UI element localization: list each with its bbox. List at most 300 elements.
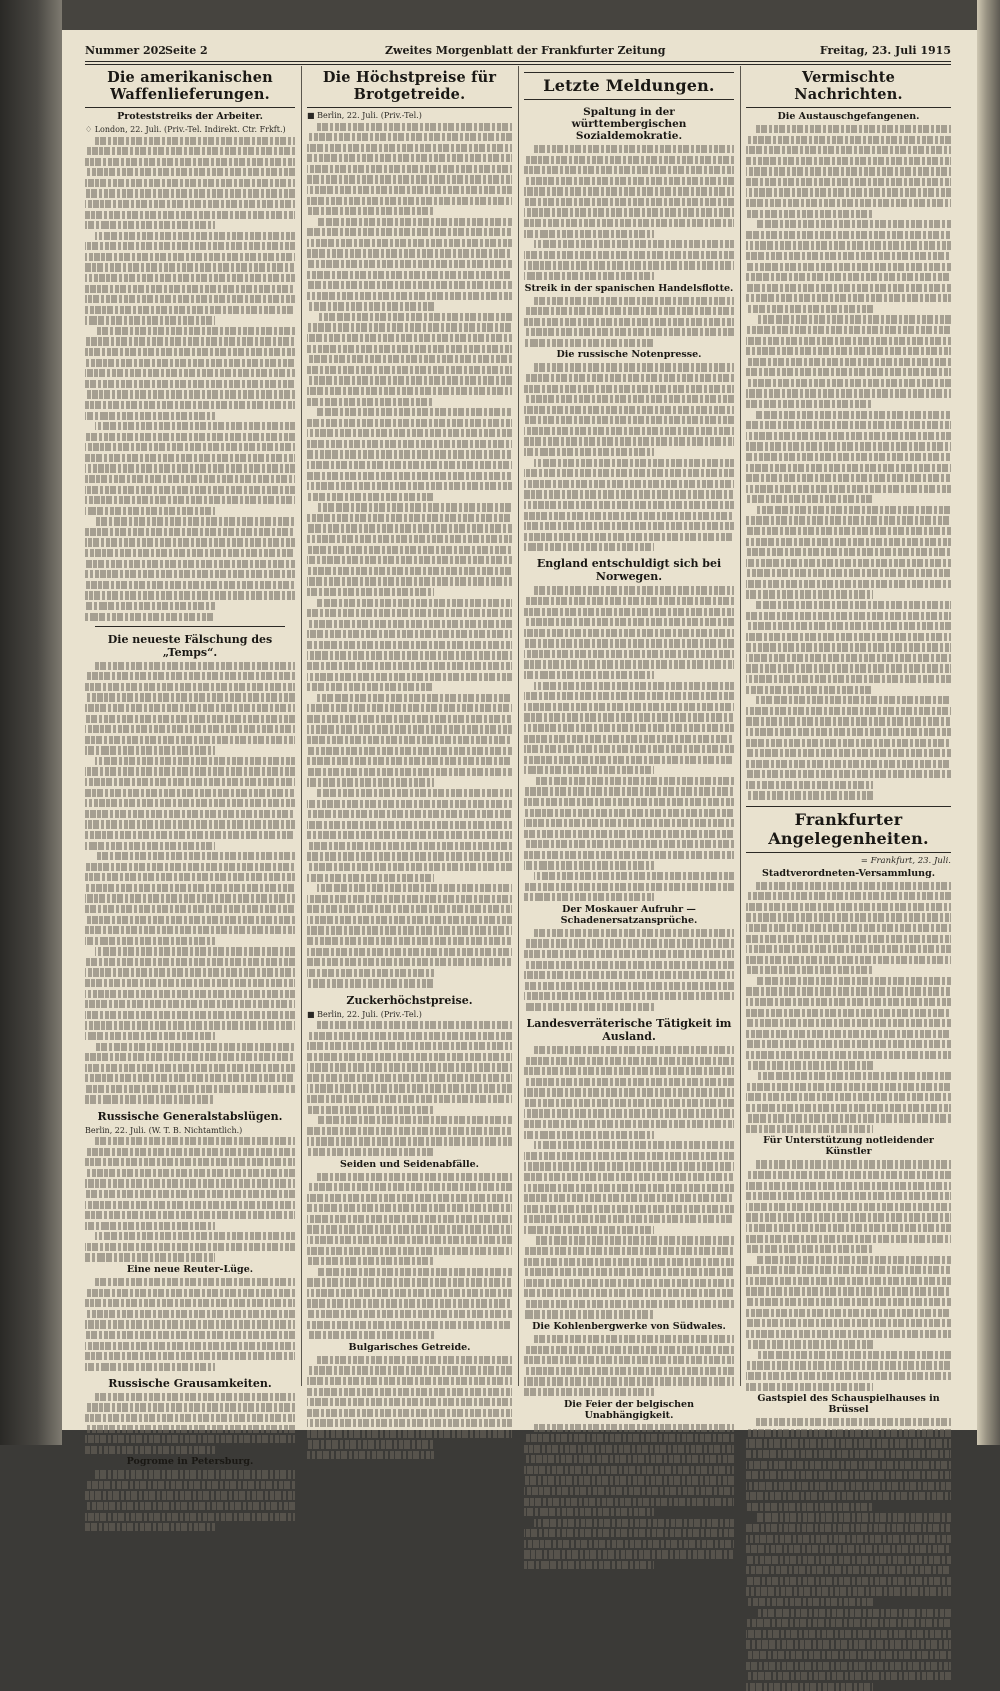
text-line — [746, 136, 951, 144]
issue-number: Nummer 202 — [85, 44, 166, 57]
text-line — [85, 799, 295, 807]
text-line — [746, 1503, 873, 1511]
text-line — [746, 1640, 951, 1648]
text-line — [534, 459, 734, 467]
column-divider — [518, 66, 519, 1386]
text-line — [746, 1524, 951, 1532]
text-line — [85, 560, 295, 568]
text-line — [85, 1222, 215, 1230]
text-line — [524, 1310, 654, 1318]
dateline: ■ Berlin, 22. Juli. (Priv.-Tel.) — [307, 111, 422, 120]
text-line — [307, 1430, 512, 1438]
article-body — [524, 1046, 734, 1319]
text-line — [524, 1356, 734, 1364]
masthead — [85, 44, 951, 62]
text-line — [524, 1445, 734, 1453]
article-headline: Bulgarisches Getreide. — [348, 1341, 471, 1353]
text-line — [746, 305, 873, 313]
text-line — [85, 968, 295, 976]
text-line — [524, 395, 734, 403]
text-line — [746, 717, 951, 725]
text-line — [524, 1099, 734, 1107]
text-line — [85, 1074, 295, 1082]
text-line — [307, 1095, 512, 1103]
column-1 — [85, 66, 295, 1468]
text-line — [524, 533, 734, 541]
text-line — [746, 1266, 951, 1274]
text-line — [756, 125, 951, 133]
text-line — [524, 1184, 734, 1192]
column-divider — [740, 66, 741, 1386]
article-headline: Die russische Notenpresse. — [556, 349, 702, 361]
scan-top-margin — [62, 0, 977, 30]
text-line — [534, 1141, 734, 1149]
text-line — [524, 1215, 734, 1223]
text-line — [746, 231, 951, 239]
text-line — [307, 1398, 512, 1406]
text-line — [756, 977, 951, 985]
text-line — [524, 1455, 734, 1463]
text-line — [524, 756, 734, 764]
text-line — [85, 1446, 215, 1454]
text-line — [746, 580, 951, 588]
text-line — [524, 1120, 734, 1128]
text-line — [307, 165, 512, 173]
text-line — [85, 295, 295, 303]
column-2 — [307, 66, 512, 1386]
text-line — [746, 1235, 951, 1243]
text-line — [746, 1482, 951, 1490]
text-line — [85, 1021, 295, 1029]
article-headline: Der Moskauer Aufruhr — Schadenersatzansprüche. — [560, 903, 698, 926]
text-line — [85, 200, 295, 208]
text-line — [307, 239, 512, 247]
text-line — [534, 1236, 734, 1244]
text-line — [307, 281, 512, 289]
text-line — [756, 1513, 951, 1521]
text-line — [746, 569, 951, 577]
text-line — [85, 211, 295, 219]
article-subhead: Die Austauschgefangenen. — [777, 111, 920, 122]
text-line — [746, 1577, 951, 1585]
text-line — [524, 971, 734, 979]
text-line — [534, 1335, 734, 1343]
text-line — [746, 495, 873, 503]
text-line — [95, 1278, 295, 1286]
text-line — [524, 819, 734, 827]
text-line — [85, 810, 295, 818]
text-line — [307, 524, 512, 532]
text-line — [307, 630, 512, 638]
text-line — [746, 1662, 951, 1670]
text-line — [524, 1498, 734, 1506]
text-line — [307, 292, 512, 300]
text-line — [524, 840, 734, 848]
text-line — [307, 1299, 512, 1307]
article-headline: England entschuldigt sich bei Norwegen. — [536, 557, 722, 584]
paper-title: Zweites Morgenblatt der Frankfurter Zeitung — [385, 44, 666, 57]
text-line — [85, 1148, 295, 1156]
text-line — [85, 285, 295, 293]
text-line — [524, 1561, 654, 1569]
text-line — [307, 1289, 512, 1297]
text-line — [307, 1127, 512, 1135]
text-line — [307, 863, 512, 871]
text-line — [307, 175, 512, 183]
text-line — [307, 1440, 434, 1448]
text-line — [746, 464, 951, 472]
text-line — [85, 715, 295, 723]
text-line — [746, 1040, 951, 1048]
text-line — [85, 1310, 295, 1318]
text-line — [307, 429, 512, 437]
text-line — [307, 450, 512, 458]
text-line — [746, 453, 951, 461]
section-headline: Frankfurter Angelegenheiten. — [746, 806, 951, 853]
text-line — [307, 260, 512, 268]
text-line — [85, 147, 295, 155]
text-line — [85, 1211, 295, 1219]
text-line — [307, 1451, 434, 1459]
text-line — [524, 608, 734, 616]
text-line — [746, 1224, 951, 1232]
text-line — [307, 916, 512, 924]
text-line — [85, 778, 295, 786]
article-headline: Die Feier der belgischen Unabhängigkeit. — [564, 1398, 694, 1421]
text-line — [524, 1529, 734, 1537]
text-line — [524, 177, 734, 185]
text-line — [85, 1289, 295, 1297]
text-line — [85, 274, 295, 282]
text-line — [307, 419, 512, 427]
separator-rule — [95, 626, 285, 627]
text-line — [746, 913, 951, 921]
text-line — [85, 179, 295, 187]
text-line — [746, 1009, 951, 1017]
text-line — [746, 956, 951, 964]
text-line — [746, 1545, 951, 1553]
text-line — [307, 852, 512, 860]
text-line — [534, 777, 734, 785]
text-line — [85, 1320, 295, 1328]
text-line — [85, 1403, 295, 1411]
text-line — [746, 1203, 951, 1211]
text-line — [317, 408, 512, 416]
text-line — [307, 1236, 512, 1244]
text-line — [85, 1253, 215, 1261]
text-line — [307, 1194, 512, 1202]
text-line — [307, 662, 512, 670]
article-body — [524, 1424, 734, 1570]
text-line — [307, 482, 512, 490]
text-line — [307, 472, 512, 480]
text-line — [95, 1393, 295, 1401]
text-line — [307, 1377, 512, 1385]
text-line — [534, 1424, 734, 1432]
text-line — [524, 798, 734, 806]
column-divider — [301, 66, 302, 1386]
text-line — [307, 958, 512, 966]
text-line — [524, 219, 734, 227]
text-line — [746, 1061, 873, 1069]
text-line — [524, 512, 734, 520]
text-line — [524, 1388, 654, 1396]
text-line — [307, 641, 512, 649]
text-line — [317, 123, 512, 131]
text-line — [524, 1367, 734, 1375]
page-stack-edge — [977, 0, 1000, 1445]
text-line — [307, 461, 512, 469]
text-line — [746, 347, 951, 355]
text-line — [307, 1419, 512, 1427]
text-line — [746, 178, 951, 186]
text-line — [307, 768, 512, 776]
text-line — [524, 522, 734, 530]
text-line — [746, 241, 951, 249]
text-line — [317, 789, 512, 797]
text-line — [524, 1205, 734, 1213]
text-line — [307, 810, 512, 818]
text-line — [746, 421, 951, 429]
text-line — [524, 1434, 734, 1442]
text-line — [307, 609, 512, 617]
text-line — [524, 692, 734, 700]
text-line — [85, 1352, 295, 1360]
text-line — [85, 613, 215, 621]
article-body — [85, 1137, 295, 1262]
text-line — [524, 883, 734, 891]
text-line — [524, 724, 734, 732]
text-line — [307, 493, 434, 501]
text-line — [85, 1481, 295, 1489]
text-line — [85, 538, 295, 546]
text-line — [524, 830, 734, 838]
text-line — [85, 820, 295, 828]
text-line — [524, 272, 654, 280]
text-line — [307, 1053, 512, 1061]
text-line — [524, 427, 734, 435]
text-line — [524, 650, 734, 658]
text-line — [756, 1072, 951, 1080]
text-line — [85, 570, 295, 578]
text-line — [746, 728, 951, 736]
text-line — [524, 307, 734, 315]
text-line — [746, 987, 951, 995]
text-line — [746, 252, 951, 260]
text-line — [746, 707, 951, 715]
text-line — [756, 601, 951, 609]
text-line — [534, 682, 734, 690]
text-line — [85, 369, 295, 377]
text-line — [307, 747, 512, 755]
text-line — [524, 1466, 734, 1474]
article-body — [524, 297, 734, 348]
text-line — [307, 778, 434, 786]
article-headline: Gastspiel des Schauspielhauses in Brüssel — [757, 1393, 940, 1416]
text-line — [307, 1257, 434, 1265]
text-line — [524, 745, 734, 753]
text-line — [85, 253, 295, 261]
text-line — [746, 791, 873, 799]
text-line — [746, 326, 951, 334]
text-line — [85, 1095, 215, 1103]
text-line — [746, 485, 951, 493]
text-line — [307, 926, 512, 934]
text-line — [307, 323, 512, 331]
text-line — [317, 313, 512, 321]
text-line — [85, 831, 295, 839]
text-line — [85, 496, 295, 504]
text-line — [95, 422, 295, 430]
text-line — [317, 1116, 512, 1124]
text-line — [85, 475, 295, 483]
text-line — [307, 1204, 512, 1212]
text-line — [524, 1540, 734, 1548]
text-line — [524, 1550, 734, 1558]
article-body — [524, 586, 734, 901]
text-line — [746, 199, 951, 207]
text-line — [524, 1131, 654, 1139]
text-line — [524, 198, 734, 206]
text-line — [746, 924, 951, 932]
text-line — [307, 1137, 512, 1145]
text-line — [746, 559, 951, 567]
text-line — [524, 939, 734, 947]
text-line — [307, 969, 434, 977]
text-line — [307, 1042, 512, 1050]
text-line — [746, 1630, 951, 1638]
text-line — [746, 1171, 951, 1179]
text-line — [85, 528, 295, 536]
text-line — [307, 207, 434, 215]
text-line — [524, 208, 734, 216]
text-line — [746, 1383, 873, 1391]
text-line — [317, 1268, 512, 1276]
text-line — [746, 1429, 951, 1437]
text-line — [95, 662, 295, 670]
text-line — [85, 863, 295, 871]
text-line — [524, 480, 734, 488]
text-line — [524, 703, 734, 711]
text-line — [85, 242, 295, 250]
text-line — [524, 1258, 734, 1266]
text-line — [524, 1078, 734, 1086]
text-line — [524, 851, 734, 859]
text-line — [85, 1053, 295, 1061]
text-line — [524, 982, 734, 990]
text-line — [746, 527, 951, 535]
text-line — [746, 770, 951, 778]
text-line — [85, 884, 295, 892]
text-line — [85, 905, 295, 913]
text-line — [746, 379, 951, 387]
text-line — [85, 1363, 215, 1371]
text-line — [307, 715, 512, 723]
text-line — [746, 1461, 951, 1469]
text-line — [85, 348, 295, 356]
text-line — [85, 916, 295, 924]
text-line — [524, 713, 734, 721]
text-line — [307, 271, 512, 279]
text-line — [307, 514, 512, 522]
text-line — [534, 872, 734, 880]
text-line — [746, 1492, 951, 1500]
text-line — [524, 1476, 734, 1484]
text-line — [746, 358, 951, 366]
text-line — [746, 1361, 951, 1369]
text-line — [307, 387, 512, 395]
text-line — [95, 757, 295, 765]
text-line — [85, 1502, 295, 1510]
article-body — [746, 125, 951, 800]
text-line — [746, 1245, 873, 1253]
text-line — [746, 1683, 873, 1691]
text-line — [746, 263, 951, 271]
text-line — [524, 1300, 734, 1308]
article-headline: Die amerikanischen Waffenlieferungen. — [85, 66, 295, 108]
text-line — [746, 1372, 951, 1380]
article-headline: Die Höchstpreise für Brotgetreide. — [307, 66, 512, 108]
text-line — [756, 1418, 951, 1426]
text-line — [85, 168, 295, 176]
article-headline: Die Kohlenbergwerke von Südwales. — [532, 1321, 726, 1333]
article-body — [307, 123, 512, 988]
text-line — [524, 950, 734, 958]
article-headline: Die neueste Fälschung des „Temps“. — [107, 632, 273, 659]
text-line — [524, 639, 734, 647]
text-line — [85, 591, 295, 599]
text-line — [307, 1247, 512, 1255]
text-line — [85, 390, 295, 398]
text-line — [85, 1425, 295, 1433]
text-line — [85, 958, 295, 966]
text-line — [307, 376, 512, 384]
text-line — [85, 1032, 215, 1040]
text-line — [307, 725, 512, 733]
article-headline: Russische Generalstabslügen. — [97, 1109, 283, 1123]
text-line — [307, 1331, 434, 1339]
text-line — [524, 893, 654, 901]
text-line — [746, 1651, 951, 1659]
text-line — [524, 1152, 734, 1160]
text-line — [85, 1342, 295, 1350]
text-line — [317, 1021, 512, 1029]
text-line — [524, 629, 734, 637]
article-body — [746, 882, 951, 1133]
text-line — [85, 1085, 295, 1093]
column-3 — [524, 66, 734, 1421]
text-line — [85, 581, 295, 589]
text-line — [746, 1104, 951, 1112]
text-line — [746, 337, 951, 345]
text-line — [317, 884, 512, 892]
text-line — [85, 1243, 295, 1251]
text-line — [746, 1182, 951, 1190]
text-line — [85, 1435, 295, 1443]
text-line — [307, 1106, 434, 1114]
text-line — [85, 1491, 295, 1499]
text-line — [746, 1287, 951, 1295]
text-line — [524, 1057, 734, 1065]
text-line — [756, 1351, 951, 1359]
text-line — [307, 1084, 512, 1092]
text-line — [746, 442, 951, 450]
article-headline: Spaltung in der württembergischen Sozialdemokratie. — [571, 106, 687, 142]
text-line — [307, 228, 512, 236]
text-line — [746, 590, 873, 598]
article-body — [307, 1356, 512, 1459]
text-line — [524, 1289, 734, 1297]
